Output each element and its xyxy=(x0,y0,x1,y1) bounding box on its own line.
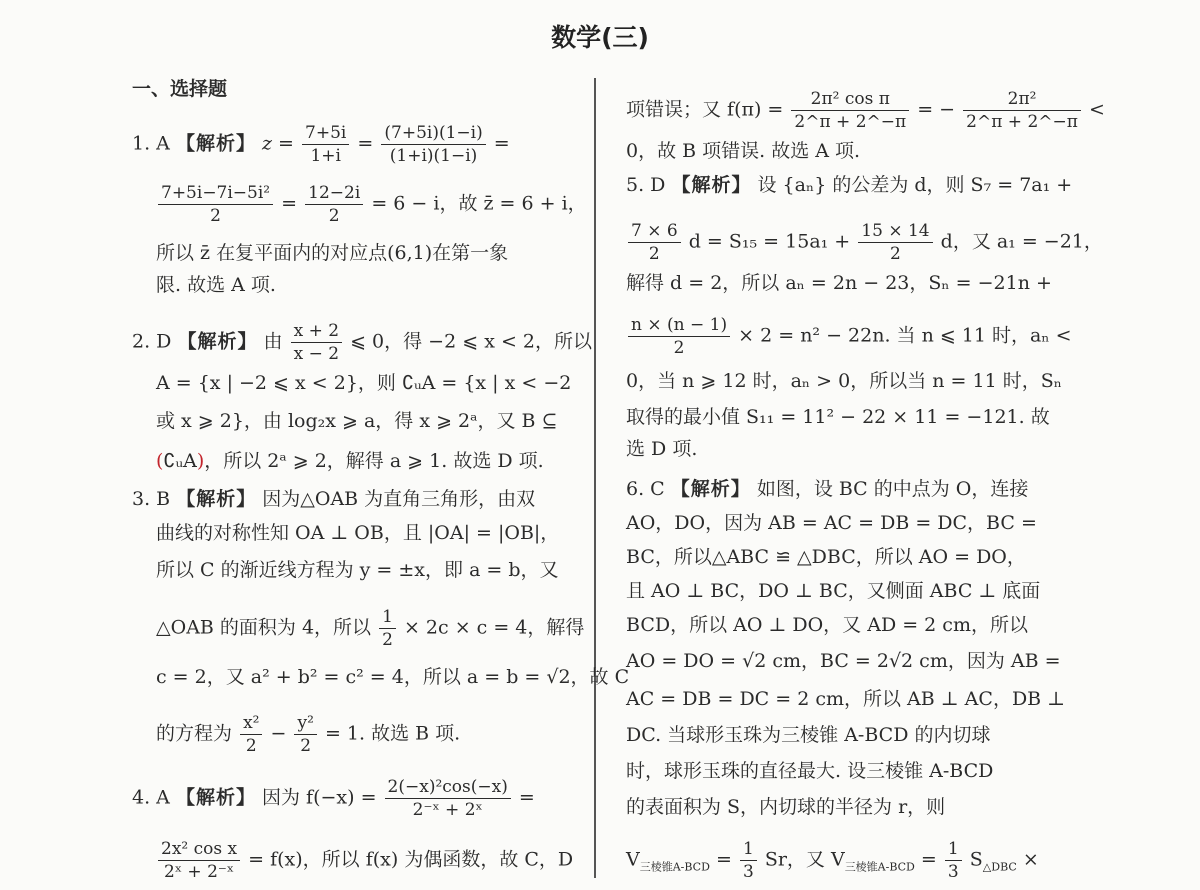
q6-s-sub: △DBC xyxy=(982,860,1017,874)
q5-line-2 xyxy=(626,220,1103,265)
q6-line-8: DC. 当球形玉珠为三棱锥 A-BCD 的内切球 xyxy=(626,724,991,746)
handwritten-mark-open: ( xyxy=(156,450,164,472)
q4c-f1-den: 2^π + 2^−π xyxy=(794,112,907,132)
q5-f2-den: 2 xyxy=(890,244,901,264)
column-divider xyxy=(594,78,596,878)
q1-f1-num: 7+5i xyxy=(302,122,349,145)
q6-line-2: AO，DO，因为 AB = AC = DB = DC，BC = xyxy=(626,512,1037,534)
q4c-text: 项错误；又 f(π) = xyxy=(626,98,784,121)
q4-f1-den: 2⁻ˣ + 2ˣ xyxy=(412,800,483,820)
q3-line-3: 所以 C 的渐近线方程为 y = ±x，即 a = b，又 xyxy=(156,559,559,581)
q2-line-3: 或 x ⩾ 2}，由 log₂x ⩾ a，得 x ⩾ 2ᵃ，又 B ⊆ xyxy=(156,410,558,432)
q6-v1: V xyxy=(626,848,640,871)
q2-text: 由 xyxy=(263,330,283,353)
q5-f1-den: 2 xyxy=(648,244,660,264)
q6-number: 6. C xyxy=(626,478,665,500)
q4-cont-line-1 xyxy=(626,88,1105,133)
q1-text: z = xyxy=(262,132,294,155)
q1-fraction-4 xyxy=(305,182,363,227)
q4c-f2-num: 2π² xyxy=(963,88,1081,111)
q1-eq3: = xyxy=(281,192,298,215)
q3-f1-den: 2 xyxy=(382,630,393,650)
q3-text-4b: × 2c × c = 4，解得 xyxy=(403,616,585,639)
q6-line-10: 的表面积为 S，内切球的半径为 r，则 xyxy=(626,796,946,818)
q6-f2-num: 1 xyxy=(945,838,962,861)
q4-f2-den: 2ˣ + 2⁻ˣ xyxy=(164,862,235,882)
q4-line-2 xyxy=(156,838,573,883)
q6-f2-den: 3 xyxy=(947,862,959,882)
q2-text-2: ⩽ 0，得 −2 ⩽ x < 2，所以 xyxy=(350,330,592,353)
q5-text-4: × 2 = n² − 22n. 当 n ⩽ 11 时，aₙ < xyxy=(738,324,1072,347)
q6-line-4: 且 AO ⊥ BC，DO ⊥ BC，又侧面 ABC ⊥ 底面 xyxy=(626,580,1041,602)
page-title: 数学(三) xyxy=(551,23,649,52)
q4c-f2-den: 2^π + 2^−π xyxy=(966,112,1078,132)
q3-text-6c: = 1. 故选 B 项. xyxy=(324,722,461,745)
q6-eq2: = xyxy=(920,848,937,871)
q1-eq: = xyxy=(357,132,374,155)
q6-text: 如图，设 BC 的中点为 O，连接 xyxy=(756,478,1029,500)
q1-number: 1. A xyxy=(132,132,170,155)
q5-line-1 xyxy=(626,172,1072,198)
q5-f1-num: 7 × 6 xyxy=(628,220,681,243)
q6-line-3: BC，所以△ABC ≌ △DBC，所以 AO = DO， xyxy=(626,546,1026,568)
q6-line-5: BCD，所以 AO ⊥ DO，又 AD = 2 cm，所以 xyxy=(626,614,1028,636)
q6-f1-den: 3 xyxy=(742,862,754,882)
q6-s: S xyxy=(969,848,983,871)
q3-line-2: 曲线的对称性知 OA ⊥ OB，且 |OA| = |OB|， xyxy=(156,522,560,544)
q3-fraction-half xyxy=(379,606,396,651)
q5-number: 5. D xyxy=(626,174,666,196)
q3-text-6a: 的方程为 xyxy=(156,722,233,745)
q6-f1-num: 1 xyxy=(740,838,757,861)
q3-number: 3. B xyxy=(132,488,171,510)
q4-cont-line-2: 0，故 B 项错误. 故选 A 项. xyxy=(626,140,861,162)
q3-fraction-y xyxy=(294,712,316,757)
q6-line-7: AC = DB = DC = 2 cm，所以 AB ⊥ AC，DB ⊥ xyxy=(626,688,1066,710)
q1-fraction-3 xyxy=(158,182,273,227)
q5-fraction-2 xyxy=(858,220,932,265)
q2-conclusion: ，所以 2ᵃ ⩾ 2，解得 a ⩾ 1. 故选 D 项. xyxy=(204,450,544,472)
q1-result: = 6 − i，故 z̄ = 6 + i， xyxy=(371,192,587,215)
q3-f1-num: 1 xyxy=(379,606,396,629)
q1-line-4: 限. 故选 A 项. xyxy=(156,274,276,296)
q2-line-1 xyxy=(132,320,592,365)
q5-f3-den: 2 xyxy=(673,338,685,358)
q4-analysis-tag: 【解析】 xyxy=(175,786,256,809)
q1-f3-num: 7+5i−7i−5i² xyxy=(158,182,273,205)
q1-f2-num: (7+5i)(1−i) xyxy=(381,122,485,145)
q5-line-3: 解得 d = 2，所以 aₙ = 2n − 23，Sₙ = −21n + xyxy=(626,272,1052,294)
q6-line-6: AO = DO = √2 cm，BC = 2√2 cm，因为 AB = xyxy=(626,650,1061,672)
section-heading: 一、选择题 xyxy=(132,78,228,100)
q6-v2-sub: 三棱锥A-BCD xyxy=(844,860,915,874)
handwritten-mark-close: ) xyxy=(196,450,205,472)
q4-text: 因为 f(−x) = xyxy=(262,786,377,809)
q5-analysis-tag: 【解析】 xyxy=(671,174,752,196)
q5-f2-num: 15 × 14 xyxy=(858,220,932,243)
q5-line-6: 取得的最小值 S₁₁ = 11² − 22 × 11 = −121. 故 xyxy=(626,406,1050,428)
q3-f2-den: 2 xyxy=(245,736,257,756)
q3-minus: − xyxy=(270,722,287,745)
q1-line-2 xyxy=(156,182,587,227)
q3-line-1 xyxy=(132,486,535,512)
q6-fraction-2 xyxy=(945,838,962,883)
q5-line-7: 选 D 项. xyxy=(626,438,698,460)
q1-f4-den: 2 xyxy=(328,206,340,226)
q4-f1-num: 2(−x)²cos(−x) xyxy=(385,776,511,799)
q4c-f1-num: 2π² cos π xyxy=(791,88,909,111)
q5-text-2b: d，又 a₁ = −21， xyxy=(940,230,1103,253)
q5-text: 设 {aₙ} 的公差为 d，则 S₇ = 7a₁ + xyxy=(757,174,1073,196)
q2-f1-num: x + 2 xyxy=(291,320,342,343)
q4c-eq: = − xyxy=(917,98,956,121)
q4-fraction-2 xyxy=(158,838,240,883)
q2-analysis-tag: 【解析】 xyxy=(177,330,258,353)
q1-line-3: 所以 z̄ 在复平面内的对应点(6,1)在第一象 xyxy=(156,242,509,264)
q3-text: 因为△OAB 为直角三角形，由双 xyxy=(262,488,536,510)
q1-fraction-1 xyxy=(302,122,349,167)
q3-fraction-x xyxy=(240,712,262,757)
q5-text-2a: d = S₁₅ = 15a₁ + xyxy=(688,230,851,253)
q6-line-1 xyxy=(626,476,1028,502)
q1-f1-den: 1+i xyxy=(310,146,341,166)
q4-eq: = xyxy=(518,786,535,809)
q1-eq2: = xyxy=(493,132,510,155)
q1-fraction-2 xyxy=(381,122,485,167)
q3-line-6 xyxy=(156,712,460,757)
q4c-fraction-1 xyxy=(791,88,909,133)
q6-line-9: 时，球形玉珠的直径最大. 设三棱锥 A-BCD xyxy=(626,760,994,782)
q1-line-1 xyxy=(132,122,510,167)
q3-analysis-tag: 【解析】 xyxy=(176,488,257,510)
q6-sr: Sr，又 V xyxy=(764,848,845,871)
q6-eq1: = xyxy=(715,848,732,871)
q4c-lt: < xyxy=(1088,98,1105,121)
q6-line-11 xyxy=(626,838,1039,883)
q4-line-1 xyxy=(132,776,535,821)
q2-number: 2. D xyxy=(132,330,172,353)
q4-number: 4. A xyxy=(132,786,170,809)
q2-line-4 xyxy=(156,448,544,474)
q3-text-4a: △OAB 的面积为 4，所以 xyxy=(156,616,372,639)
q3-f2-num: x² xyxy=(240,712,262,735)
q6-times: × xyxy=(1022,848,1039,871)
q6-analysis-tag: 【解析】 xyxy=(670,478,751,500)
q5-fraction-3 xyxy=(628,314,730,359)
q4-text-2: = f(x)，所以 f(x) 为偶函数，故 C，D xyxy=(248,848,574,871)
q4-fraction-1 xyxy=(385,776,511,821)
q2-line-2: A = {x | −2 ⩽ x < 2}，则 ∁ᵤA = {x | x < −2 xyxy=(156,372,572,394)
q4-f2-num: 2x² cos x xyxy=(158,838,240,861)
q2-fraction xyxy=(291,320,342,365)
q5-fraction-1 xyxy=(628,220,681,265)
q1-f4-num: 12−2i xyxy=(305,182,363,205)
q1-analysis-tag: 【解析】 xyxy=(175,132,256,155)
q5-f3-num: n × (n − 1) xyxy=(628,314,730,337)
q4c-fraction-2 xyxy=(963,88,1081,133)
q5-line-4 xyxy=(626,314,1072,359)
q1-f2-den: (1+i)(1−i) xyxy=(389,146,478,166)
q1-f3-den: 2 xyxy=(210,206,221,226)
q2-f1-den: x − 2 xyxy=(293,344,340,364)
q6-v1-sub: 三棱锥A-BCD xyxy=(639,860,710,874)
q3-f3-den: 2 xyxy=(300,736,312,756)
q2-complement: ∁ᵤA xyxy=(163,450,197,472)
q3-f3-num: y² xyxy=(294,712,316,735)
q3-line-5: c = 2，又 a² + b² = c² = 4，所以 a = b = √2，故 C xyxy=(156,666,630,688)
q3-line-4 xyxy=(156,606,584,651)
q5-line-5: 0，当 n ⩾ 12 时，aₙ > 0，所以当 n = 11 时，Sₙ xyxy=(626,370,1062,392)
q6-fraction-1 xyxy=(740,838,757,883)
